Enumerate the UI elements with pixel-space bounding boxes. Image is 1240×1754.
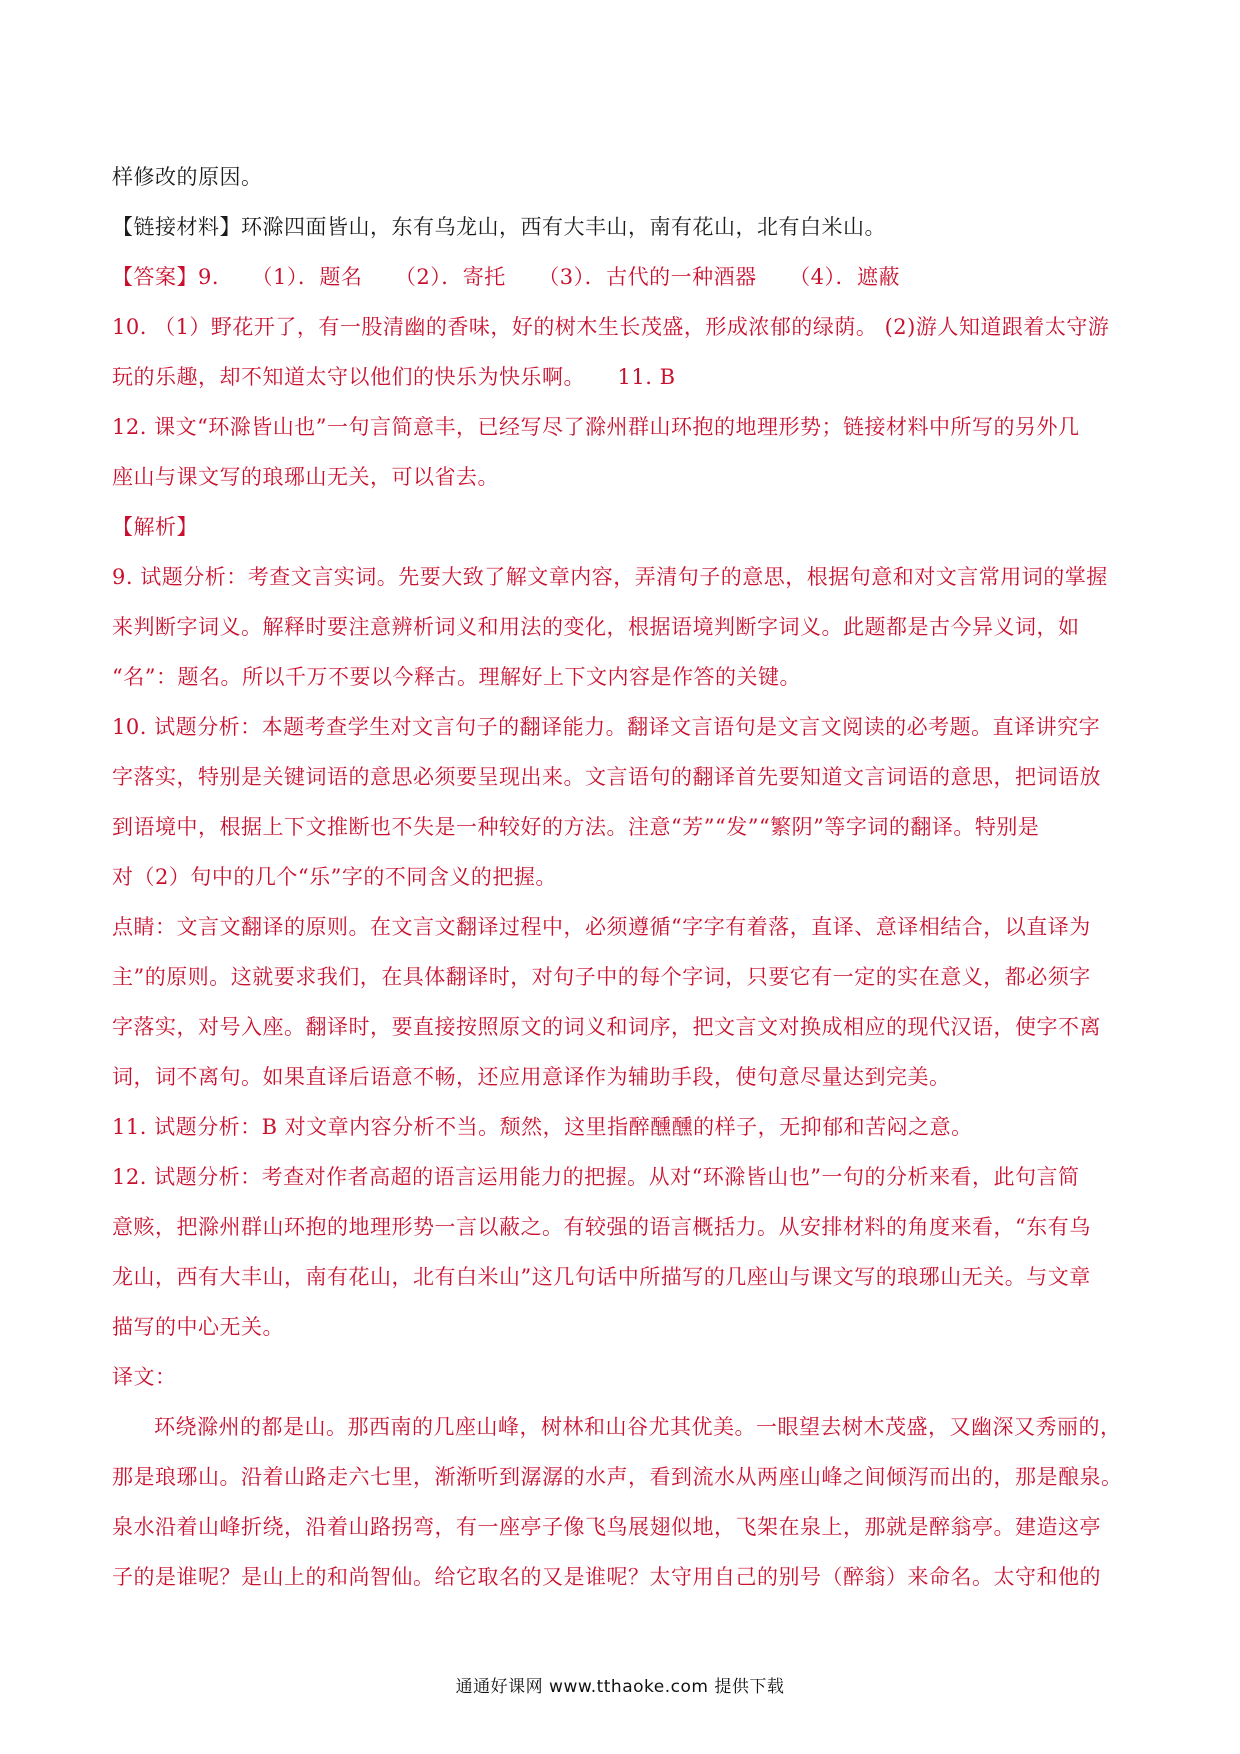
text-line: 点睛：文言文翻译的原则。在文言文翻译过程中，必须遵循“字字有着落，直译、意译相结合，以直译为: [112, 915, 1091, 939]
text-line: 对（2）句中的几个“乐”字的不同含义的把握。: [112, 865, 557, 889]
text-line: 译文：: [112, 1365, 177, 1389]
text-line: 样修改的原因。: [112, 165, 263, 189]
document-body: [112, 152, 1132, 1602]
text-line: 龙山，西有大丰山，南有花山，北有白米山”这几句话中所描写的几座山与课文写的琅琊山无关。与文章: [112, 1265, 1091, 1289]
text-line: 字落实，对号入座。翻译时，要直接按照原文的词义和词序，把文言文对换成相应的现代汉语，使字不离: [112, 1015, 1101, 1039]
text-line: 【答案】9. （1）．题名 （2）．寄托 （3）．古代的一种酒器 （4）．遮蔽: [112, 265, 900, 289]
text-line: 9. 试题分析：考查文言实词。先要大致了解文章内容，弄清句子的意思，根据句意和对文言常用词的掌握: [112, 565, 1108, 589]
text-line: “名”：题名。所以千万不要以今释古。理解好上下文内容是作答的关键。: [112, 665, 801, 689]
text-line: 玩的乐趣，却不知道太守以他们的快乐为快乐啊。 11. B: [112, 365, 676, 389]
text-line: 字落实，特别是关键词语的意思必须要呈现出来。文言语句的翻译首先要知道文言词语的意思，把词语放: [112, 765, 1101, 789]
text-line: 11. 试题分析：B 对文章内容分析不当。颓然，这里指醉醺醺的样子，无抑郁和苦闷之意。: [112, 1115, 973, 1139]
text-line: 【解析】: [112, 515, 198, 539]
text-line: 来判断字词义。解释时要注意辨析词义和用法的变化，根据语境判断字词义。此题都是古今异义词，如: [112, 615, 1080, 639]
text-line: 那是琅琊山。沿着山路走六七里，渐渐听到潺潺的水声，看到流水从两座山峰之间倾泻而出的，那是酿泉。: [112, 1465, 1123, 1489]
text-line: 意赅，把滁州群山环抱的地理形势一言以蔽之。有较强的语言概括力。从安排材料的角度来看，“东有乌: [112, 1215, 1091, 1239]
text-line: 描写的中心无关。: [112, 1315, 284, 1339]
text-line: 词，词不离句。如果直译后语意不畅，还应用意译作为辅助手段，使句意尽量达到完美。: [112, 1065, 951, 1089]
text-line: 10. （1）野花开了，有一股清幽的香味，好的树木生长茂盛，形成浓郁的绿荫。 (2)游人知道跟着太守游: [112, 315, 1110, 339]
text-line: 子的是谁呢？是山上的和尚智仙。给它取名的又是谁呢？太守用自己的别号（醉翁）来命名。太守和他的: [112, 1565, 1101, 1589]
text-line: 座山与课文写的琅琊山无关，可以省去。: [112, 465, 499, 489]
text-line: 到语境中，根据上下文推断也不失是一种较好的方法。注意“芳”“发”“繁阴”等字词的翻译。特别是: [112, 815, 1040, 839]
text-line: 环绕滁州的都是山。那西南的几座山峰，树林和山谷尤其优美。一眼望去树木茂盛，又幽深又秀丽的，: [154, 1415, 1122, 1439]
text-line: 【链接材料】环滁四面皆山，东有乌龙山，西有大丰山，南有花山，北有白米山。: [112, 215, 886, 239]
text-line: 12. 试题分析：考查对作者高超的语言运用能力的把握。从对“环滁皆山也”一句的分析来看，此句言简: [112, 1165, 1080, 1189]
text-line: 泉水沿着山峰折绕，沿着山路拐弯，有一座亭子像飞鸟展翅似地，飞架在泉上，那就是醉翁亭。建造这亭: [112, 1515, 1101, 1539]
text-line: 12. 课文“环滁皆山也”一句言简意丰，已经写尽了滁州群山环抱的地理形势；链接材料中所写的另外几: [112, 415, 1080, 439]
text-line: 主”的原则。这就要求我们，在具体翻译时，对句子中的每个字词，只要它有一定的实在意义，都必须字: [112, 965, 1091, 989]
page-footer: 通通好课网 www.tthaoke.com 提供下载: [455, 1677, 785, 1697]
text-line: 10. 试题分析：本题考查学生对文言句子的翻译能力。翻译文言语句是文言文阅读的必考题。直译讲究字: [112, 715, 1101, 739]
